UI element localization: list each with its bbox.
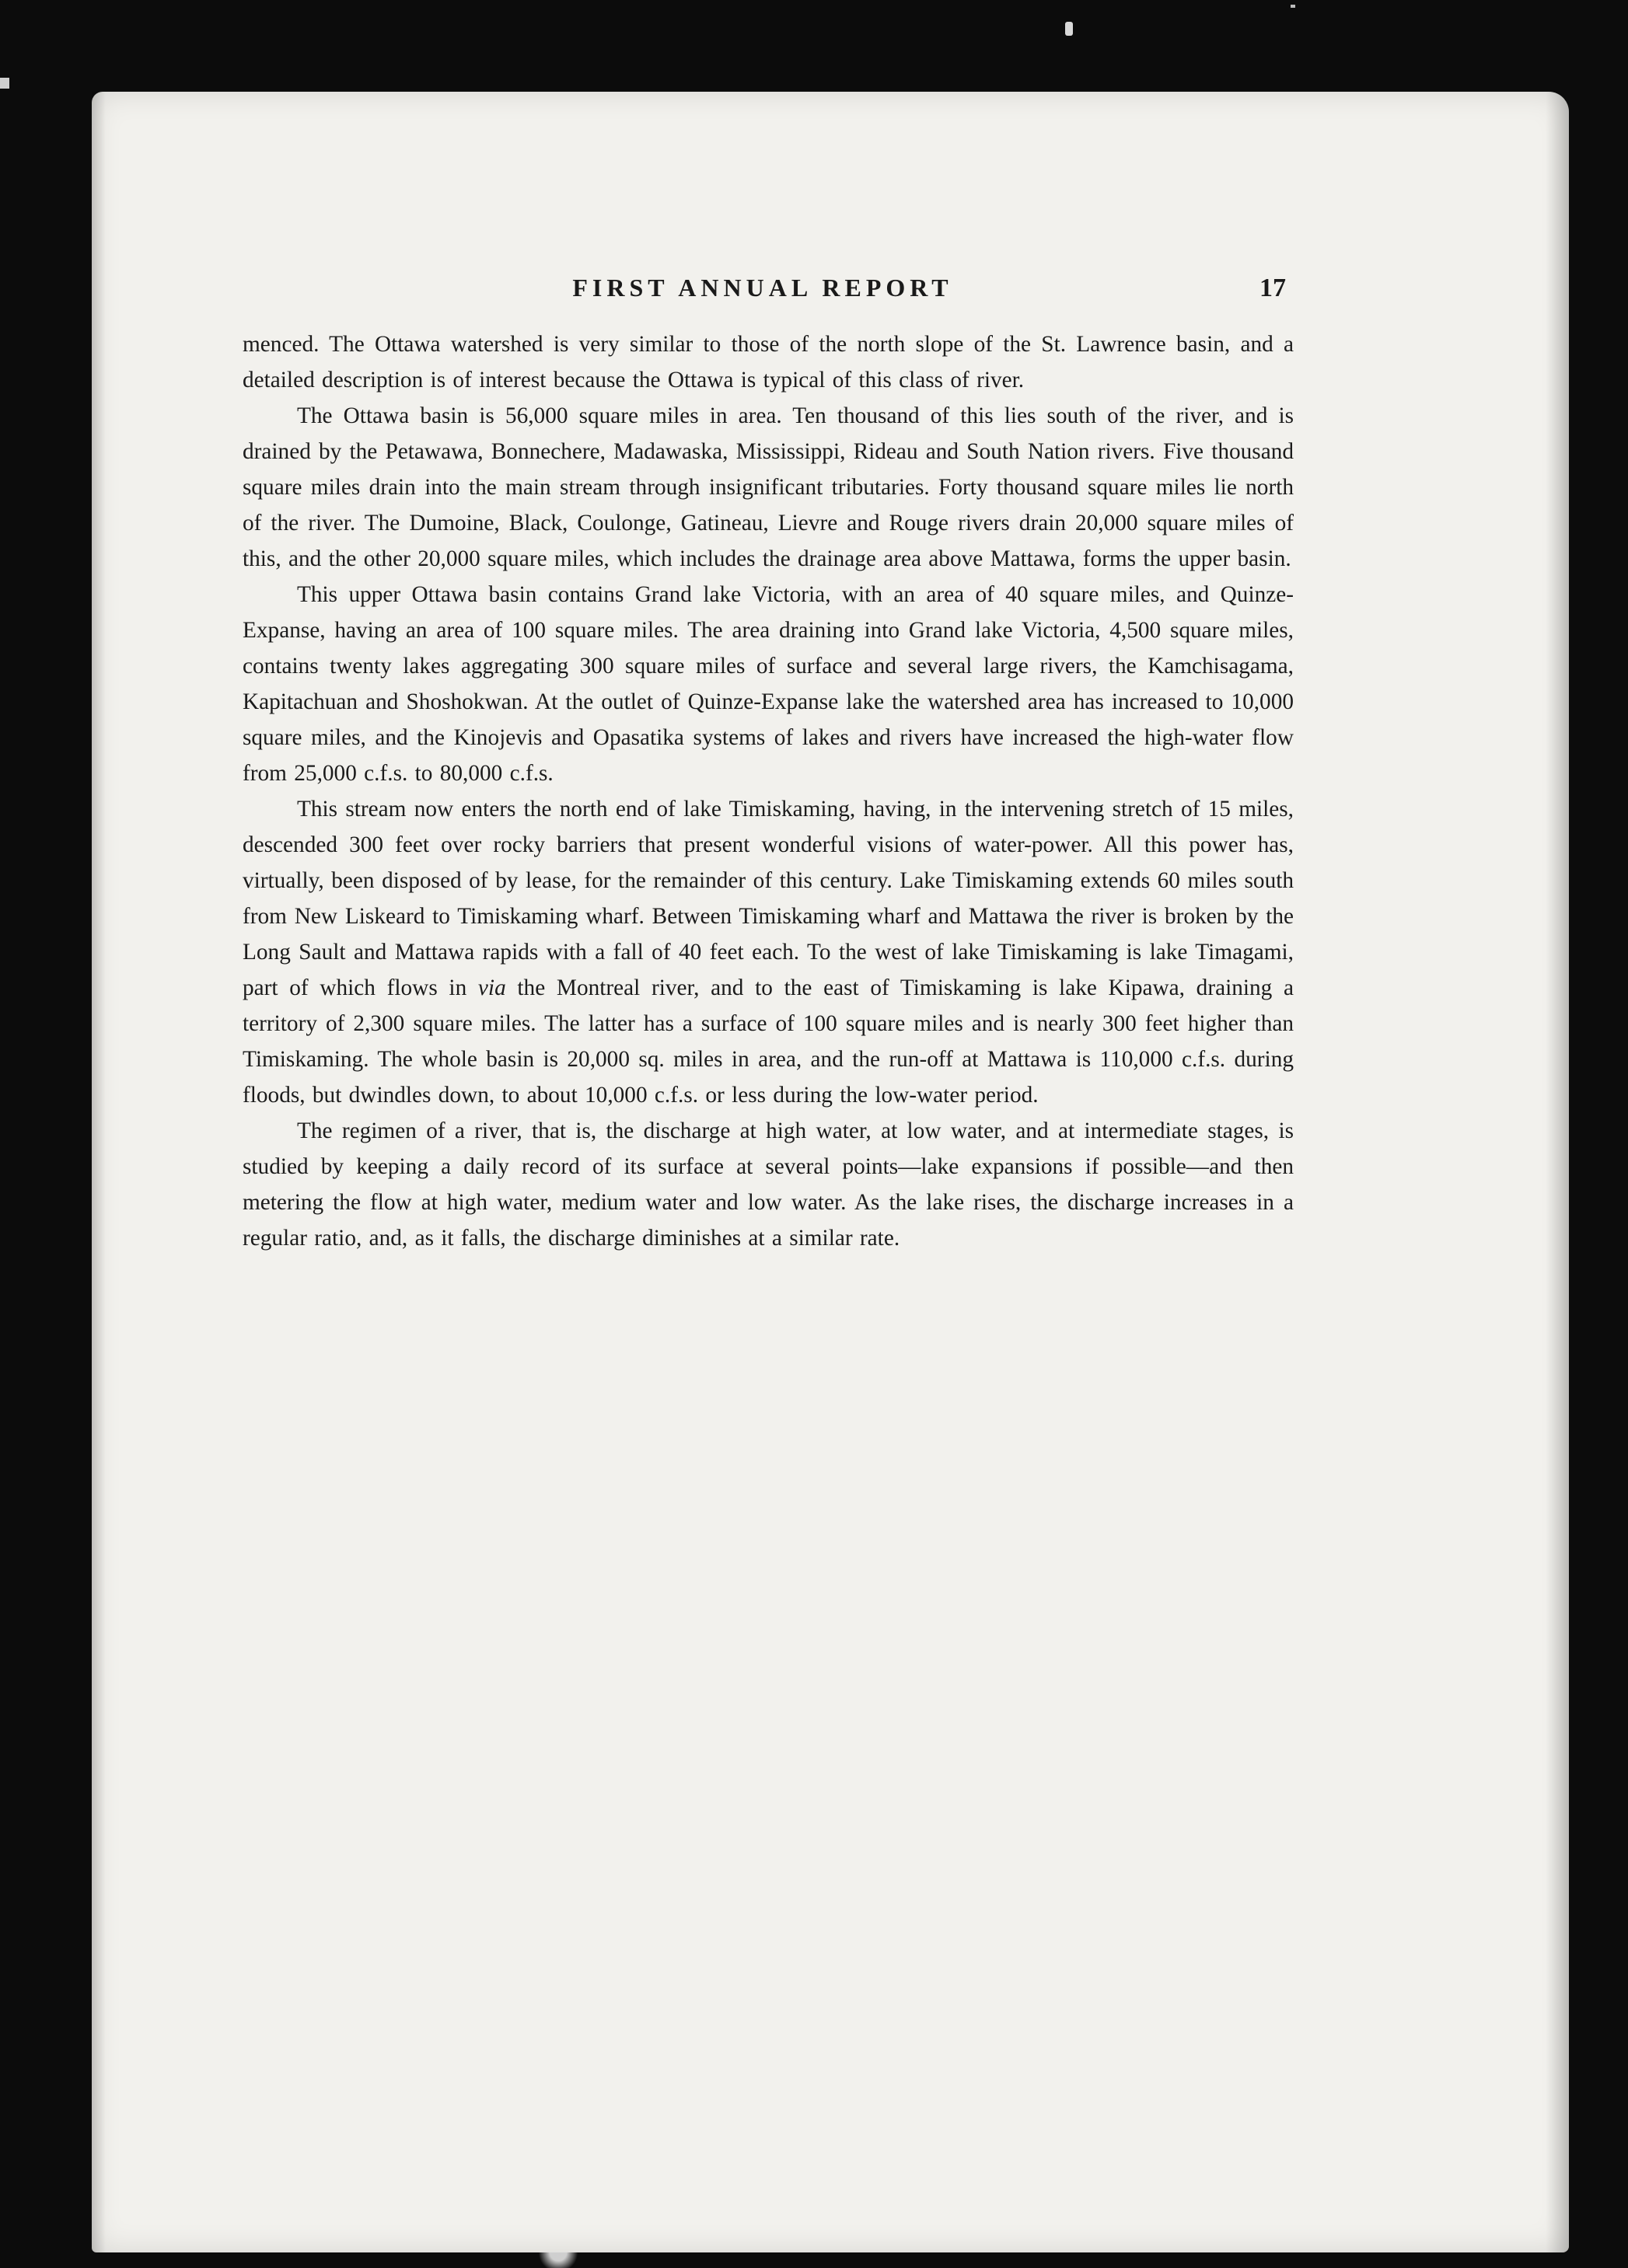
page-header <box>235 274 1291 312</box>
paragraph-text: the Montreal river, and to the east of Timiskaming is lake Kipawa, draining a territory of 2,300 square miles. The latter has a surface of 100 square miles and is nearly 300 feet higher than Timiskaming. The whole basin is 20,000 sq. miles in area, and the run-off at Mattawa is 110,000 c.f.s. during floods, but dwindles down, to about 10,000 c.f.s. or less during the low-water period. <box>243 975 1294 1108</box>
paragraph: The Ottawa basin is 56,000 square miles in area. Ten thousand of this lies south of the river, and is drained by the Petawawa, Bonnechere, Madawaska, Mississippi, Rideau and South Nation rivers. Five thousand square miles drain into the main stream through insignificant tributaries. Forty thousand square miles lie north of the river. The Dumoine, Black, Coulonge, Gatineau, Lievre and Rouge rivers drain 20,000 square miles of this, and the other 20,000 square miles, which includes the drainage area above Mattawa, forms the upper basin. <box>243 403 1294 571</box>
scan-artifact <box>0 78 9 89</box>
paragraph: This upper Ottawa basin contains Grand lake Victoria, with an area of 40 square miles, and Quinze-Expanse, having an area of 100 square miles. The area draining into Grand lake Victoria, 4,500 square miles, contains twenty lakes aggregating 300 square miles of surface and several large rivers, the Kamchisagama, Kapitachuan and Shoshokwan. At the outlet of Quinze-Expanse lake the watershed area has increased to 10,000 square miles, and the Kinojevis and Opasatika systems of lakes and rivers have increased the high-water flow from 25,000 c.f.s. to 80,000 c.f.s. <box>243 582 1294 786</box>
running-head: FIRST ANNUAL REPORT <box>572 274 953 302</box>
italic-term: via <box>477 975 506 1000</box>
page-edge-shadow <box>92 92 106 2252</box>
page-edge-shadow <box>1546 92 1569 2252</box>
paragraph-text: This stream now enters the north end of lake Timiskaming, having, in the intervening stretch of 15 miles, descended 300 feet over rocky barriers that present wonderful visions of water-power. All this power has, virtually, been disposed of by lease, for the remainder of this century. Lake Timiskaming extends 60 miles south from New Liskeard to Timiskaming wharf. Between Timiskaming wharf and Mattawa the river is broken by the Long Sault and Mattawa rapids with a fall of 40 feet each. To the west of lake Timiskaming is lake Timagami, part of which flows in <box>243 797 1294 1000</box>
scan-artifact <box>1065 22 1073 36</box>
scan-artifact <box>1291 5 1295 8</box>
paragraph <box>243 791 1294 1113</box>
body-text <box>243 326 1294 1256</box>
page-number: 17 <box>1259 274 1286 302</box>
paragraph: The regimen of a river, that is, the discharge at high water, at low water, and at intermediate stages, is studied by keeping a daily record of its surface at several points—lake expansions if possible—and then metering the flow at high water, medium water and low water. As the lake rises, the discharge increases in a regular ratio, and, as it falls, the discharge diminishes at a similar rate. <box>243 1118 1294 1251</box>
paragraph: menced. The Ottawa watershed is very similar to those of the north slope of the St. Lawrence basin, and a detailed description is of interest because the Ottawa is typical of this class of river. <box>243 332 1294 393</box>
